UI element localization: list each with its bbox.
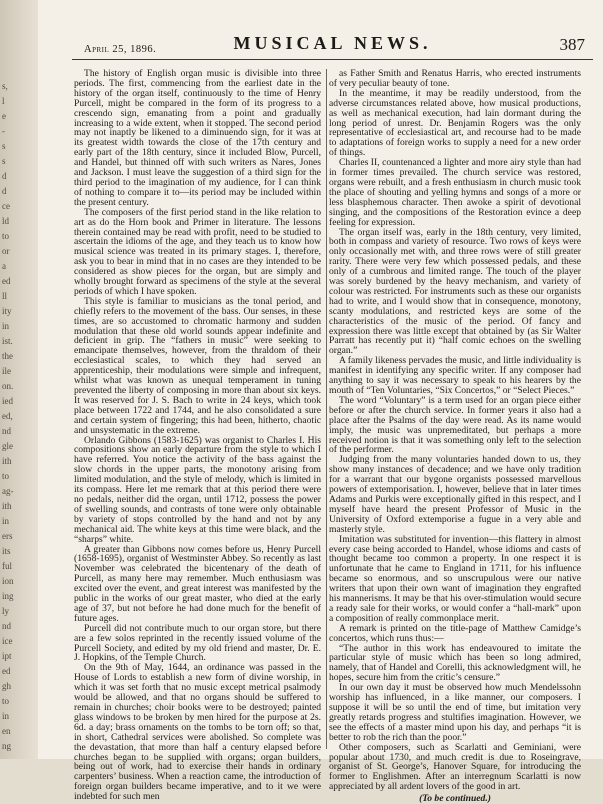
spine-text-fragment: nd [2, 426, 11, 436]
spine-text-fragment: to [2, 231, 10, 241]
masthead-title: MUSICAL NEWS. [233, 33, 432, 53]
article-paragraph: A remark is printed on the title-page of Matthew Camidge’s concertos, which runs thus:— [329, 622, 581, 644]
article-paragraph: A family likeness pervades the music, and little individuality is manifest in identifying any specific writer. If any composer had anything to say it was necessary to speak to his hearers by the mouth of “Ten Voluntaries, “Six Concertos,” or “Select Pieces.” [329, 355, 581, 396]
spine-text-fragment: gle [2, 441, 13, 451]
article-paragraph: On the 9th of May, 1644, an ordinance was passed in the House of Lords to establish a new form of divine worship, in which it was set forth that no music except metrical psalmody would be allowed, and that no organs should be suffered to remain in churches; choir books were to be destroyed; painted glass windows to be broken by men hired for the purpose at 2s. 6d. a day; brass ornaments on the tombs to be torn off; so that, in short, Cathedral services were abolished. So complete was the devastation, that more than half a century elapsed before churches began to be supplied with organs; organ builders, being out of work, had to exercise their hands in ordinary carpenters’ business. When a reaction came, the introduction of foreign organ builders became imperative, and to it we were indebted for such men [74, 662, 321, 803]
spine-text-fragment: ed, [2, 411, 13, 421]
spine-text-fragment: ers [2, 531, 13, 541]
spine-text-fragment: ce [2, 201, 10, 211]
spine-text-fragment: ith [2, 501, 12, 511]
spine-text-fragment: ied [2, 396, 13, 406]
article-paragraph: The organ itself was, early in the 18th century, very limited, both in compass and variety of resource. Two rows of keys were only occasionally met with, and three rows were of still greater rarity. There were very few which possessed pedals, and these only of a cumbrous and limited range. The touch of the player was sorely burdened by the heavy mechanism, and variety of colour was restricted. For instruments such as these our organists had to write, and I would show that in consequence, monotony, scanty modulations, and restricted keys are some of the characteristics of the music of the period. Of fancy and expression there was little except that obtained by (as Sir Walter Parratt has recently put it) “half comic echoes on the swelling organ.” [329, 226, 581, 357]
spine-text-fragment: ile [2, 366, 11, 376]
article-paragraph: Orlando Gibbons (1583-1625) was organist to Charles I. His compositions show an early departure from the style to which I have referred. You notice the activity of the bass against the slow chords in the upper parts, the monotony arising from limited modulation, and the style of melody, which is limited in its compass. Here let me remark that at this period there were no pedals, neither did the organ, until 1712, possess the power of swelling sounds, and contrasts of tone were only obtainable by variety of stops controlled by the hand and not by any mechanical aid. The white keys at this time were black, and the “sharps” white. [74, 434, 321, 545]
spine-text-fragment: ful [2, 561, 12, 571]
article-paragraph: A greater than Gibbons now comes before us, Henry Purcell (1658-1695), organist of Westminster Abbey. So recently as last November was celebrated the bicentenary of the death of Purcell, as many here may remember. Much enthusiasm was excited over the event, and great interest was manifested by the public in the works of our great master, who died at the early age of 37, but not before he had done much for the benefit of future ages. [74, 543, 321, 624]
spine-text-fragment: ll [2, 291, 8, 301]
article-paragraph: Charles II, countenanced a lighter and more airy style than had in former times prevailed. The church service was restored, organs were rebuilt, and a fresh enthusiasm in church music took the place of shouting and yelling hymns and songs of a more or less blasphemous character. Then awoke a spirit of devotional singing, and the compositions of the Restoration evince a deep feeling for expression. [329, 157, 581, 228]
article-paragraph: The composers of the first period stand in the like relation to art as do the Horn book and Primer in literature. The lessons therein contained may be read with profit, need to be studied to ascertain the idioms of the age, and they teach us to know how musical science was treated in its primary stages. I, therefore, ask you to bear in mind that in no cases are they intended to be considered as show pieces for the organ, but are simply and wholly brought forward as specimens of the style at the several periods of which I have spoken. [74, 206, 321, 297]
spine-text-fragment: ice [2, 636, 13, 646]
article-paragraph: Imitation was substituted for invention—this flattery in almost every case being accorded to Handel, whose idioms and casts of thought became too common a property. In one respect it is unfortunate that he came to England in 1711, for his influence became so enormous, and so unscrupulous were our native writers that upon their own want of imagination they engrafted his mannerisms. It may be that his over-stimulation would secure a ready sale for their works, or would confer a “hall-mark” upon a composition of really commonplace merit. [329, 533, 581, 624]
to-be-continued-note: (To be continued.) [419, 793, 491, 804]
spine-text-fragment: ipt [2, 651, 12, 661]
article-paragraph: In the meantime, it may be readily understood, from the adverse circumstances related above, how musical productions, as well as mechanical execution, had lain dormant during the long period of unrest. Dr. Benjamin Rogers was the only representative of ecclesiastical art, and recourse had to be made to adaptations of foreign works to supply a need for a new order of things. [329, 87, 581, 159]
spine-text-fragment: in [2, 321, 10, 331]
article-paragraph: The history of English organ music is divisible into three periods. The first, commencing from the earliest date in the history of the organ itself, continuously to the time of Henry Purcell, might be compared in the form of its progress to a crescendo sign, emanating from a point and gradually increasing to a wide extent, when it stopped. The second period may not inaptly be likened to a diminuendo sign, for it was at its greatest width towards the close of the 17th century and early part of the 18th century, since it included Blow, Purcell, and Handel, but thinned off with such writers as Nares, Jones and Jackson. I must leave the suggestion of a third sign for the third period to the imagination of my audience, for I can think of nothing to compare it to—its period may be included within the present century. [74, 68, 321, 208]
article-paragraph: Other composers, such as Scarlatti and Geminiani, were popular about 1730, and much credit is due to Roseingrave, organist of St. George’s, Hanover Square, for introducing the former to Englishmen. After an interregnum Scarlatti is now appreciated by all ardent lovers of the good in art. [329, 741, 581, 793]
newspaper-page [38, 0, 603, 804]
spine-text-fragment: l [2, 96, 5, 106]
page-number: 387 [559, 35, 585, 54]
article-paragraph: The word “Voluntary” is a term used for an organ piece either before or after the church service. In former years it also had a place after the Psalms of the day were read. As its name would imply, the music was unpremeditated, but perhaps a more received notion is that it was something only left to the selection of the performer. [329, 394, 581, 456]
spine-text-fragment: to [2, 471, 10, 481]
spine-text-fragment: en [2, 726, 11, 736]
spine-text-fragment: - [2, 126, 5, 136]
article-column-right [329, 68, 581, 804]
spine-text-fragment: ly [2, 606, 10, 616]
spine-text-fragment: ion [2, 576, 14, 586]
issue-date: April 25, 1896. [84, 44, 157, 55]
column-divider [326, 69, 327, 749]
spine-text-fragment: or [2, 246, 10, 256]
article-paragraph: “The author in this work has endeavoured to imitate the particular style of music which has been so long admired, namely, that of Handel and Corelli, this acknowledgment will, he hopes, secure him from the critic’s censure.” [329, 642, 581, 684]
spine-text-fragment: a [2, 261, 6, 271]
spine-text-fragment: ed [2, 276, 11, 286]
spine-text-fragment: d [2, 186, 7, 196]
spine-text-fragment: ld [2, 216, 10, 226]
article-paragraph: In our own day it must be observed how much Mendelssohn worship has influenced, in a like manner, our composers. I suppose it will be so until the end of time, but imitation very greatly retards progress and stultifies imagination. However, we see the effects of a master mind upon his day, and perhaps “it is better to rob the rich than the poor.” [329, 682, 581, 743]
adjacent-page-spine [0, 0, 38, 759]
article-paragraph: Judging from the many voluntaries handed down to us, they show many instances of decadence; and we have only tradition for a warrant that our bygone organists possessed marvellous powers of extemporisation. I, however, believe that in later times Adams and Purkis were exceptionally gifted in this respect, and I myself have heard the present Professor of Music in the University of Oxford extemporise a fugue in a very able and masterly style. [329, 454, 581, 535]
spine-text-fragment: s [2, 141, 6, 151]
spine-text-fragment: e [2, 111, 6, 121]
article-paragraph: as Father Smith and Renatus Harris, who erected instruments of very peculiar beauty of tone. [329, 68, 581, 89]
article-paragraph: Purcell did not contribute much to our organ store, but there are a few solos reprinted in the recently issued volume of the Purcell Society, and edited by my old friend and master, Dr. E. J. Hopkins, of the Temple Church. [74, 622, 321, 664]
spine-text-fragment: ag- [2, 486, 14, 496]
spine-text-fragment: s, [2, 81, 8, 91]
spine-text-fragment: s [2, 156, 6, 166]
spine-text-fragment: ist. [2, 336, 13, 346]
article-column-left [74, 68, 321, 803]
spine-text-fragment: d [2, 171, 7, 181]
spine-text-fragment: ity [2, 306, 12, 316]
article-paragraph: This style is familiar to musicians as the tonal period, and chiefly refers to the movement of the bass. Our senses, in these times, are so accustomed to chromatic harmony and sudden modulation that these old world sounds appear indefinite and deficient in grip. The “fathers in music” were seeking to emancipate themselves, however, from the thraldom of their ecclesiastical scales, to which they had served an apprenticeship, their modulations were simple and infrequent, whilst what was known as unequal temperament in tuning prevented the liberty of composing in more than about six keys. It was reserved for J. S. Bach to write in 24 keys, which took place between 1722 and 1744, and he also consolidated a sure and certain system of fingering; this had been, hitherto, chaotic and unsystematic in the extreme. [74, 295, 321, 436]
page-header [72, 33, 593, 60]
spine-text-fragment: ng [2, 741, 11, 751]
spine-text-fragment: ed [2, 666, 11, 676]
spine-text-fragment: the [2, 351, 13, 361]
spine-text-fragment: on. [2, 381, 14, 391]
spine-text-fragment: gh [2, 681, 11, 691]
spine-text-fragment: ing [2, 591, 14, 601]
spine-text-fragment: nd [2, 621, 11, 631]
spine-text-fragment: in [2, 516, 10, 526]
spine-text-fragment: its [2, 546, 11, 556]
spine-text-fragment: in [2, 711, 10, 721]
spine-text-fragment: to [2, 696, 10, 706]
spine-text-fragment: ith [2, 456, 12, 466]
